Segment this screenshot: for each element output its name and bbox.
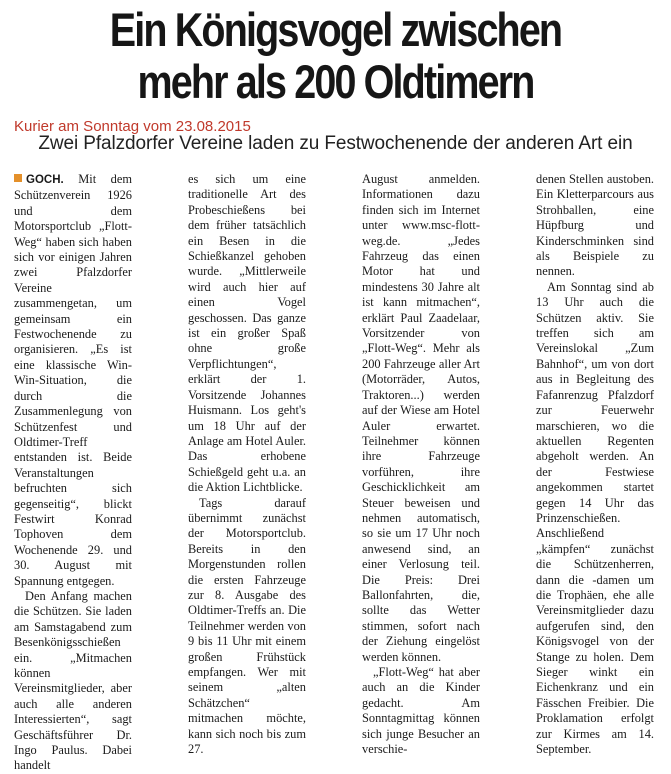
paragraph: August anmelden. Informationen dazu finden sich im Internet unter www.msc-flott-weg.de. „Jedes Fahrzeug das einen Motor hat und mindestens 30 Jahre alt ist kann mitmachen“, erklärt Paul Zaadelaar, Vorsitzender von „Flott-Weg“. Mehr als 200 Fahrzeuge aller Art (Motorräder, Autos, Traktoren...) werden auf der Wiese am Hotel Auler erwartet. Teilnehmer können ihre Fahrzeuge vorführen, ihre Geschicklichkeit am Steuer beweisen und nehmen automatisch, so sie um 17 Uhr noch anwesend sind, an einer Verlosung teil. Die Preis: Drei Ballonfahrten, die, sollte das Wetter stimmen, sofort nach der Ziehung eingelöst werden können. <box>362 172 480 664</box>
column-2 <box>188 172 306 757</box>
square-bullet-icon <box>14 174 22 182</box>
column-3 <box>362 172 480 757</box>
headline <box>54 4 618 108</box>
paragraph: Den Anfang machen die Schützen. Sie laden am Samstagabend zum Besenkönigsschießen ein. „Mitmachen können Vereinsmitglieder, aber auch alle anderen Interessierten“, sagt Geschäftsführer Dr. Ingo Paulus. Dabei handelt <box>14 588 132 773</box>
column-4 <box>536 172 654 757</box>
paragraph-text: Mit dem Schützenverein 1926 und dem Motorsportclub „Flott-Weg“ haben sich haben sich vor einigen Jahren zwei Pfalzdorfer Vereine zusammengetan, um gemeinsam ein Festwochenende zu organisieren. „Es ist eine klassische Win-Win-Situation, die durch die Zusammenlegung von Schützenfest und Oldtimer-Treff entstanden ist. Beide Veranstaltungen befruchten sich gegenseitig“, blickt Festwirt Konrad Tophoven dem Wochenende 29. und 30. August mit Spannung entgegen. <box>14 172 132 588</box>
paragraph: es sich um eine traditionelle Art des Probeschießens bei dem früher tatsächlich ein Besen in die Schießkanzel gehoben wurde. „Mittlerweile wird auch hier auf einen Vogel geschossen. Das ganze ist ein großer Spaß ohne große Verpflichtungen“, erklärt der 1. Vorsitzende Johannes Huismann. Los geht's um 18 Uhr auf der Anlage am Hotel Auler. Das erhobene Schießgeld geht u.a. an die Aktion Lichtblicke. <box>188 172 306 495</box>
article-body <box>14 172 654 773</box>
subheadline: Zwei Pfalzdorfer Vereine laden zu Festwochenende der anderen Art ein <box>38 133 633 154</box>
paragraph: „Flott-Weg“ hat aber auch an die Kinder gedacht. Am Sonntagmittag können sich junge Besucher an verschie- <box>362 665 480 757</box>
headline-line-1: Ein Königsvogel zwischen <box>109 3 562 56</box>
dateline: GOCH. <box>26 174 64 186</box>
paragraph: Tags darauf übernimmt zunächst der Motorsportclub. Bereits in den Morgenstunden rollen die ersten Fahrzeuge zur 8. Ausgabe des Oldtimer-Treffs an. Die Teilnehmer werden von 9 bis 11 Uhr mit einem großen Frühstück empfangen. Wer mit seinem „alten Schätzchen“ mitmachen möchte, kann sich noch bis zum 27. <box>188 495 306 757</box>
source-line: Kurier am Sonntag vom 23.08.2015 <box>14 118 251 135</box>
column-1 <box>14 172 132 773</box>
headline-line-2: mehr als 200 Oldtimern <box>137 55 534 108</box>
paragraph <box>14 172 132 589</box>
paragraph: denen Stellen austoben. Ein Kletterparcours aus Strohballen, eine Hüpfburg und Kinderschminken sind als Beispiele zu nennen. <box>536 172 654 279</box>
paragraph: Am Sonntag sind ab 13 Uhr auch die Schützen aktiv. Sie treffen sich am Vereinslokal „Zum Bahnhof“, um von dort aus in Begleitung des Fafanrenzug Pfalzdorf zur Feuerwehr marschieren, wo die aktuellen Regenten abgeholt werden. An der Festwiese angekommen startet gegen 14 Uhr das Prinzenschießen. Anschließend „kämpfen“ zunächst die Schützenherren, dann die -damen um die Trophäen, ehe alle Vereinsmitglieder dazu aufgerufen sind, den Königsvogel von der Stange zu holen. Dem Sieger winkt ein Eichenkranz und ein Fässchen Freibier. Die Proklamation erfolgt zur Kirmes am 14. September. <box>536 279 654 757</box>
